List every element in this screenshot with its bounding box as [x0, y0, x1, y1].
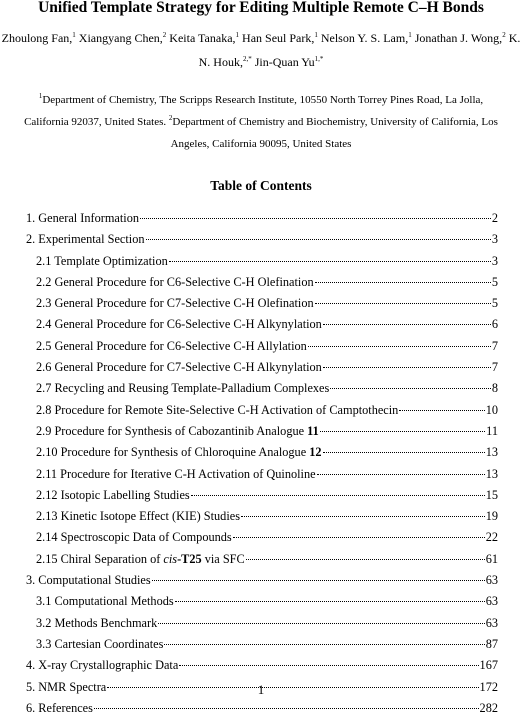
toc-entry-label: 6. References: [26, 700, 93, 715]
toc-entry-page: 282: [479, 700, 498, 715]
toc-entry[interactable]: [26, 403, 498, 424]
toc-entry-label: 2.14 Spectroscopic Data of Compounds: [36, 530, 232, 545]
toc-entry-label: 2. Experimental Section: [26, 232, 145, 247]
author-affiliation-mark: 1: [408, 31, 412, 39]
toc-entry-compound: 12: [309, 445, 322, 460]
toc-entry-label: 3.3 Cartesian Coordinates: [36, 636, 164, 651]
toc-entry[interactable]: [26, 530, 498, 551]
toc-heading: Table of Contents: [210, 178, 312, 193]
toc-entry-page: 5: [491, 274, 498, 289]
toc-dot-leader: [315, 303, 491, 304]
author-affiliation-mark: 1: [235, 31, 240, 39]
toc-entry[interactable]: [26, 467, 498, 488]
toc-entry-page: 10: [485, 402, 498, 417]
author-name: Xiangyang Chen,: [75, 31, 163, 45]
toc-entry-label: 2.8 Procedure for Remote Site-Selective C-H Activation of Camptothecin: [36, 402, 399, 417]
toc-dot-leader: [323, 367, 491, 368]
page-number: 1: [257, 682, 265, 697]
toc-entry[interactable]: [26, 445, 498, 466]
affiliations: [0, 89, 522, 155]
toc-entry[interactable]: [26, 339, 498, 360]
toc-entry-page: 3: [491, 232, 498, 247]
toc-entry-label: 3.2 Methods Benchmark: [36, 615, 158, 630]
author-name: Keita Tanaka,: [166, 31, 236, 45]
toc-entry[interactable]: [26, 701, 498, 722]
toc-entry[interactable]: [26, 296, 498, 317]
toc-entry[interactable]: [26, 552, 498, 573]
toc-entry-page: 61: [485, 551, 498, 566]
toc-dot-leader: [191, 495, 485, 496]
toc-entry-page: 7: [491, 338, 498, 353]
toc-entry[interactable]: [26, 637, 498, 658]
affiliation-line-2: California 92037, United States. $^2$Department of Chemistry and Biochemistry, University of California, Los: [24, 114, 498, 128]
toc-entry-page: 87: [485, 636, 498, 651]
toc-entry-page: 15: [485, 487, 498, 502]
toc-entry-label: 3. Computational Studies: [26, 573, 151, 588]
toc-dot-leader: [94, 708, 479, 709]
toc-entry-page: 11: [486, 423, 498, 438]
toc-entry-page: 22: [485, 530, 498, 545]
toc-entry-page: 63: [485, 594, 498, 609]
toc-entry-label: 5. NMR Spectra: [26, 679, 107, 694]
toc-dot-leader: [308, 346, 491, 347]
toc-entry-page: 6: [491, 317, 498, 332]
toc-entry[interactable]: [26, 254, 498, 275]
toc-entry-label: 2.10 Procedure for Synthesis of Chloroquine Analogue 12: [36, 445, 322, 460]
author-affiliation-mark: 1,*: [314, 55, 324, 63]
paper-title: Unified Template Strategy for Editing Multiple Remote C–H Bonds: [38, 0, 484, 16]
toc-entry[interactable]: [26, 381, 498, 402]
toc-entry-label: 2.13 Kinetic Isotope Effect (KIE) Studies: [36, 509, 240, 524]
toc-entry[interactable]: [26, 211, 498, 232]
toc-entry[interactable]: [26, 658, 498, 679]
author-name: N. Houk,: [198, 55, 243, 69]
toc-entry-label: 2.3 General Procedure for C7-Selective C-H Olefination: [36, 296, 314, 311]
toc-dot-leader: [320, 431, 485, 432]
toc-dot-leader: [164, 644, 484, 645]
toc-entry[interactable]: [26, 594, 498, 615]
author-name: Han Seul Park,: [239, 31, 315, 45]
toc-entry-label: 2.7 Recycling and Reusing Template-Palladium Complexes: [36, 381, 330, 396]
toc-entry[interactable]: [26, 573, 498, 594]
toc-entry-page: 8: [491, 381, 498, 396]
toc-entry-label: 2.11 Procedure for Iterative C-H Activation of Quinoline: [36, 466, 316, 481]
author-name: Nelson Y. S. Lam,: [317, 31, 409, 45]
toc-dot-leader: [246, 559, 485, 560]
toc-entry-page: 63: [485, 615, 498, 630]
toc-dot-leader: [330, 388, 491, 389]
author-name: K.: [505, 31, 521, 45]
toc-dot-leader: [175, 601, 485, 602]
toc-entry-label: 2.6 General Procedure for C7-Selective C-H Alkynylation: [36, 360, 322, 375]
author-name: Jonathan J. Wong,: [411, 31, 503, 45]
toc-entry-page: 3: [491, 253, 498, 268]
author-affiliation-mark: 2,*: [242, 55, 252, 63]
toc-entry-page: 172: [479, 679, 498, 694]
toc-dot-leader: [169, 261, 491, 262]
toc-entry-page: 7: [491, 360, 498, 375]
toc-entry[interactable]: [26, 509, 498, 530]
toc-entry-label: 2.1 Template Optimization: [36, 253, 168, 268]
author-list: [0, 26, 522, 74]
toc-entry-label: 1. General Information: [26, 211, 140, 225]
author-line-2: [0, 50, 522, 74]
toc-dot-leader: [399, 410, 484, 411]
toc-dot-leader: [233, 537, 485, 538]
toc-entry[interactable]: [26, 424, 498, 445]
affiliation-line-1: $^1$Department of Chemistry, The Scripps Research Institute, 10550 North Torrey Pines Road, La Jolla,: [38, 92, 484, 106]
toc-dot-leader: [146, 239, 491, 240]
author-name: Jin-Quan Yu: [251, 55, 315, 69]
toc-entry-label: 2.12 Isotopic Labelling Studies: [36, 487, 190, 502]
toc-dot-leader: [323, 324, 491, 325]
toc-dot-leader: [317, 474, 485, 475]
toc-entry-label: 2.2 General Procedure for C6-Selective C-H Olefination: [36, 274, 314, 289]
toc-entry-label: 2.4 General Procedure for C6-Selective C-H Alkynylation: [36, 317, 322, 332]
toc-entry[interactable]: [26, 275, 498, 296]
toc-entry-page: 63: [485, 573, 498, 588]
toc-dot-leader: [179, 665, 478, 666]
toc-entry-italic: cis: [163, 551, 178, 566]
toc-entry-page: 13: [485, 466, 498, 481]
author-affiliation-mark: 1: [314, 31, 318, 39]
toc-entry-label: 2.5 General Procedure for C6-Selective C-H Allylation: [36, 338, 307, 353]
toc-dot-leader: [152, 580, 485, 581]
author-affiliation-mark: 1: [72, 31, 76, 39]
author-affiliation-mark: 2: [502, 31, 506, 39]
affiliation-line-3: Angeles, California 90095, United States: [170, 138, 352, 150]
toc-dot-leader: [158, 623, 484, 624]
toc-entry-page: 2: [491, 211, 498, 225]
toc-entry-compound: -T25: [177, 551, 202, 566]
toc-entry-page: 19: [485, 509, 498, 524]
toc-entry-label: 3.1 Computational Methods: [36, 594, 174, 609]
toc-entry-page: 13: [485, 445, 498, 460]
toc-dot-leader: [140, 218, 491, 219]
toc-entry-compound: 11: [307, 423, 319, 438]
table-of-contents: [26, 211, 498, 722]
toc-entry-page: 5: [491, 296, 498, 311]
toc-dot-leader: [315, 282, 491, 283]
toc-entry-label: 4. X-ray Crystallographic Data: [26, 658, 179, 673]
toc-entry-page: 167: [479, 658, 498, 673]
author-name: Zhoulong Fan,: [1, 31, 73, 45]
toc-entry[interactable]: [26, 616, 498, 637]
toc-entry[interactable]: [26, 232, 498, 253]
author-line-1: [0, 26, 522, 50]
toc-entry-label: 2.15 Chiral Separation of cis-T25 via SFC: [36, 551, 245, 566]
toc-entry[interactable]: [26, 317, 498, 338]
toc-entry[interactable]: [26, 488, 498, 509]
toc-dot-leader: [241, 516, 485, 517]
author-affiliation-mark: 2: [162, 31, 167, 39]
toc-entry[interactable]: [26, 360, 498, 381]
toc-dot-leader: [323, 452, 485, 453]
toc-entry-label: 2.9 Procedure for Synthesis of Cabozantinib Analogue 11: [36, 423, 319, 438]
